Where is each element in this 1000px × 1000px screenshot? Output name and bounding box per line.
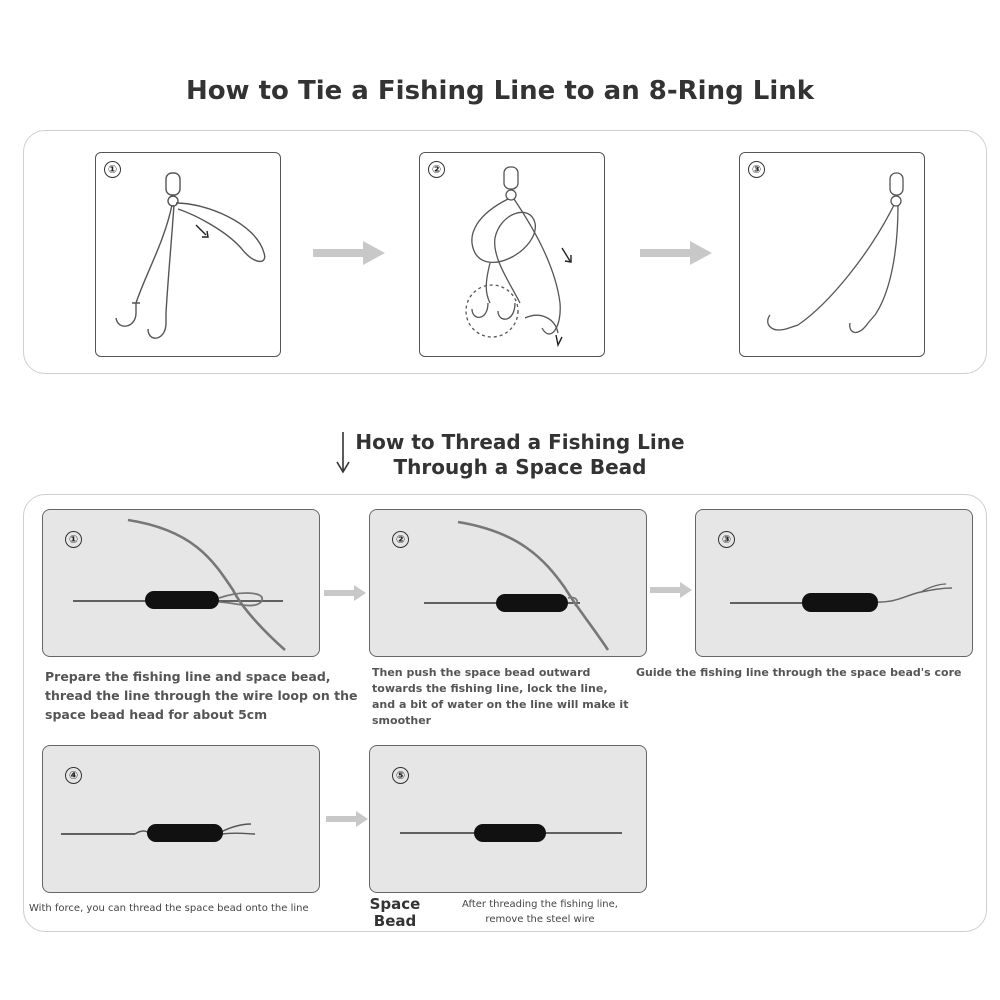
swivel-icon (504, 167, 518, 189)
top-step-2-number: ② (428, 161, 445, 178)
right-arrow-icon (640, 241, 712, 265)
bead-step-1-caption: Prepare the fishing line and space bead, thread the line through the wire loop on the space bead head for about 5cm (45, 669, 358, 722)
swivel-hooks-loop-illustration (96, 153, 280, 356)
down-arrow-icon (335, 432, 351, 478)
right-arrow-icon (324, 585, 366, 601)
bead-step-4-caption: With force, you can thread the space bead onto the line (29, 903, 309, 914)
space-bead-label (364, 896, 426, 930)
bead-step-3-caption: Guide the fishing line through the space bead's core (636, 666, 962, 679)
section-title (350, 430, 690, 480)
space-bead-icon (147, 824, 223, 842)
right-arrow-icon (313, 241, 385, 265)
bead-step-3-illustration (696, 510, 972, 656)
top-step-1-number: ① (104, 161, 121, 178)
top-step-1-frame (95, 152, 281, 357)
section-title-line2: Through a Space Bead (393, 455, 647, 479)
bead-step-5-frame (369, 745, 647, 893)
bead-step-2-frame (369, 509, 647, 657)
bead-step-2-illustration (370, 510, 646, 656)
swivel-icon (890, 173, 903, 195)
bead-step-5-caption: After threading the fishing line, remove the steel wire (462, 899, 618, 925)
finished-rig-illustration (740, 153, 924, 356)
bead-step-3-number: ③ (718, 531, 735, 548)
space-bead-icon (802, 593, 878, 612)
knot-tying-illustration (420, 153, 604, 356)
bead-step-4-number: ④ (65, 767, 82, 784)
top-step-2-frame (419, 152, 605, 357)
bead-step-1-illustration (43, 510, 319, 656)
bead-step-4-illustration (43, 746, 319, 892)
hook-icon (148, 323, 166, 338)
space-bead-label-line1: Space (369, 895, 421, 913)
hook-icon (498, 303, 515, 319)
right-arrow-icon (326, 811, 368, 827)
bead-step-3-frame (695, 509, 973, 657)
bead-step-5-illustration (370, 746, 646, 892)
hook-icon (850, 323, 868, 332)
top-step-3-frame (739, 152, 925, 357)
bead-step-2-caption: Then push the space bead outward towards the fishing line, lock the line, and a bit of water on the line will make it smoother (372, 666, 629, 727)
hook-icon (768, 315, 786, 330)
right-arrow-icon (650, 582, 692, 598)
space-bead-icon (474, 824, 546, 842)
bead-step-2-number: ② (392, 531, 409, 548)
bead-step-1-frame (42, 509, 320, 657)
bead-step-5-number: ⑤ (392, 767, 409, 784)
space-bead-icon (145, 591, 219, 609)
swivel-icon (166, 173, 180, 195)
bead-step-1-number: ① (65, 531, 82, 548)
hook-icon (116, 313, 136, 326)
space-bead-icon (496, 594, 568, 612)
hook-icon (472, 303, 488, 317)
space-bead-label-line2: Bead (373, 912, 417, 930)
bead-step-4-frame (42, 745, 320, 893)
top-step-3-number: ③ (748, 161, 765, 178)
page-title: How to Tie a Fishing Line to an 8-Ring Link (185, 76, 815, 106)
section-title-line1: How to Thread a Fishing Line (355, 430, 685, 454)
